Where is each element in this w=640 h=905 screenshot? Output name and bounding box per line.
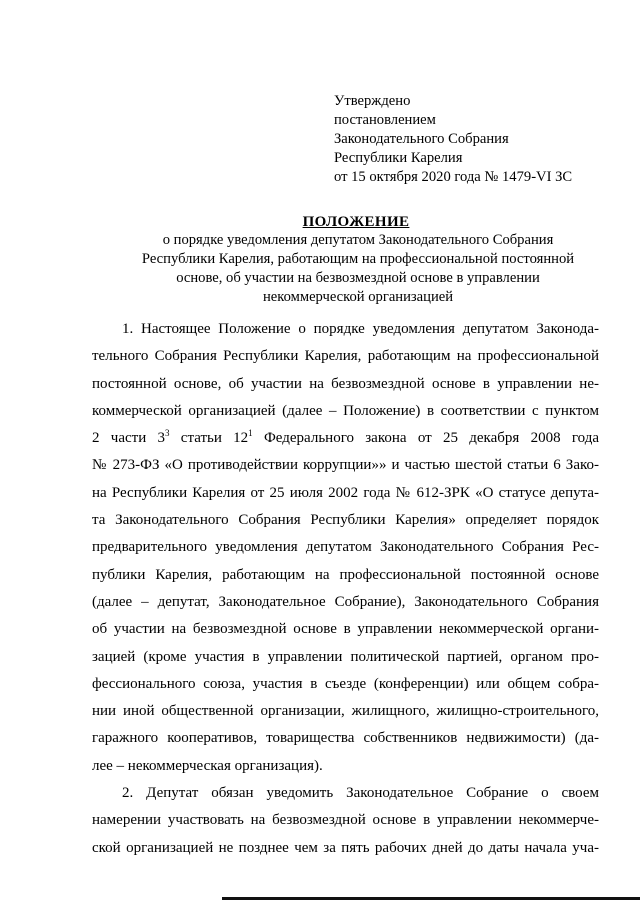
approval-line: от 15 октября 2020 года № 1479-VI ЗС: [334, 169, 573, 185]
paragraph-line: 1. Настоящее Положение о порядке уведомления депутатом Законода-: [122, 321, 599, 337]
document-subtitle: [118, 231, 598, 307]
paragraph-line: ской организацией не позднее чем за пять рабочих дней до даты начала уча-: [92, 839, 599, 856]
paragraph-line: нии иной общественной организации, жилищного, жилищно-строительного,: [92, 703, 599, 720]
approval-line: Утверждено: [334, 93, 411, 109]
paragraph-line: тельного Собрания Республики Карелия, работающим на профессиональной: [92, 348, 599, 365]
paragraph-line: коммерческой организацией (далее – Положение) в соответствии с пунктом: [92, 402, 599, 419]
paragraph-line: фессионального союза, участия в съезде (конференции) или общем собра-: [92, 675, 599, 692]
paragraph-line: гаражного кооперативов, товарищества собственников недвижимости) (да-: [92, 730, 599, 747]
paragraph-line: публики Карелия, работающим на профессиональной постоянной основе: [92, 566, 599, 583]
approval-line: Республики Карелия: [334, 150, 463, 166]
subtitle-line: основе, об участии на безвозмездной основе в управлении: [176, 270, 540, 286]
paragraph-line: лее – некоммерческая организация).: [92, 757, 323, 774]
paragraph-1: [92, 316, 599, 780]
subtitle-line: Республики Карелия, работающим на профессиональной постоянной: [141, 251, 575, 267]
paragraph-line: постоянной основе, об участии на безвозмездной основе в управлении не-: [92, 375, 599, 392]
paragraph-line: намерении участвовать на безвозмездной основе в управлении некоммерче-: [92, 812, 599, 829]
paragraph-line: на Республики Карелия от 25 июля 2002 года № 612-ЗРК «О статусе депута-: [92, 484, 599, 501]
paragraph-line: № 273-ФЗ «О противодействии коррупции»» и частью шестой статьи 6 Зако-: [92, 457, 599, 474]
paragraph-line: зацией (кроме участия в управлении политической партией, органом про-: [92, 648, 599, 665]
scan-edge-line: [222, 897, 640, 900]
paragraph-line-with-superscripts: [92, 425, 599, 452]
document-title: ПОЛОЖЕНИЕ: [302, 214, 410, 230]
approval-line: постановлением: [334, 112, 436, 128]
paragraph-line: та Законодательного Собрания Республики Карелия» определяет порядок: [92, 512, 599, 529]
superscript: 3: [165, 428, 170, 439]
subtitle-line: некоммерческой организацией: [262, 289, 454, 305]
approval-line: Законодательного Собрания: [334, 131, 509, 147]
approval-stamp: [334, 92, 572, 187]
subtitle-line: о порядке уведомления депутатом Законодательного Собрания: [162, 232, 554, 248]
text-segment: статьи 12: [169, 430, 249, 447]
paragraph-line: об участии на безвозмездной основе в управлении некоммерческой органи-: [92, 621, 599, 638]
paragraph-line: (далее – депутат, Законодательное Собрание), Законодательного Собрания: [92, 593, 599, 610]
paragraph-line: 2. Депутат обязан уведомить Законодательное Собрание о своем: [122, 785, 599, 802]
text-segment: 2 части 3: [92, 430, 166, 447]
superscript: 1: [248, 428, 253, 439]
text-segment: Федерального закона от 25 декабря 2008 года: [252, 430, 599, 447]
document-body: [92, 316, 599, 862]
paragraph-2: [92, 780, 599, 862]
paragraph-line: предварительного уведомления депутатом Законодательного Собрания Рес-: [92, 539, 599, 556]
